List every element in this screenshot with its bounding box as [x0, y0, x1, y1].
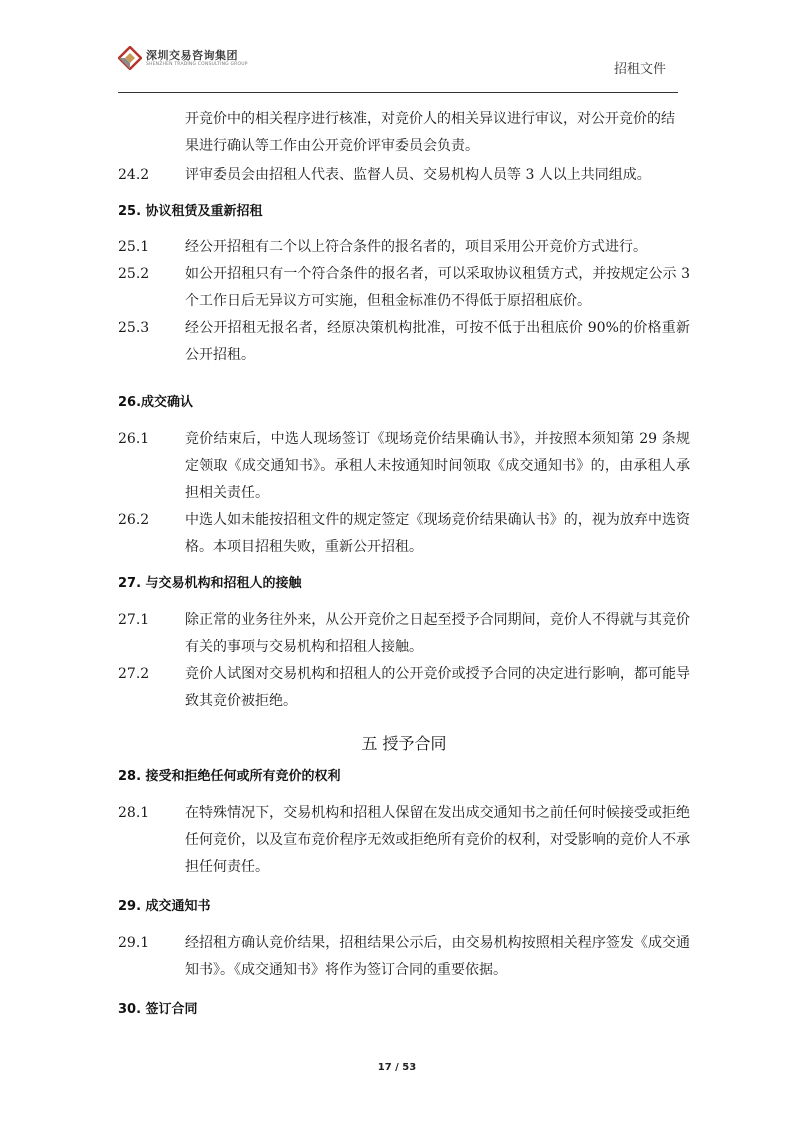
clause-number: 25.1: [118, 239, 150, 255]
clause-text: 经公开招租无报名者，经原决策机构批准，可按不低于出租底价 90%的价格重新公开招租。: [185, 320, 690, 363]
document-body: [118, 106, 690, 1023]
clause-27-2: [118, 661, 690, 715]
logo-mark-icon: [118, 46, 142, 70]
clause-text: 竞价结束后，中选人现场签订《现场竞价结果确认书》，并按照本须知第 29 条规定领取《成交通知书》。承租人未按通知时间领取《成交通知书》的，由承租人承担相关责任。: [185, 431, 690, 501]
clause-number: 28.1: [118, 805, 150, 821]
clause-29-1: [118, 930, 690, 984]
document-type-label: 招租文件: [613, 62, 666, 77]
clause-number: 29.1: [118, 935, 150, 951]
clause-number: 27.1: [118, 612, 150, 628]
page-header: [118, 42, 678, 94]
clause-27-1: [118, 607, 690, 661]
clause-28-1: [118, 800, 690, 881]
clause-24-1-continuation-2: [118, 133, 690, 160]
section-heading-30: 30. 签订合同: [118, 1002, 198, 1017]
clause-26-1: [118, 426, 690, 507]
clause-number: 27.2: [118, 666, 150, 682]
clause-25-2: [118, 261, 690, 315]
clause-number: 26.2: [118, 512, 150, 528]
page-number: 17 / 53: [377, 1062, 417, 1073]
clause-25-3: [118, 315, 690, 369]
clause-text: 在特殊情况下，交易机构和招租人保留在发出成交通知书之前任何时候接受或拒绝任何竞价，以及宣布竞价程序无效或拒绝所有竞价的权利，对受影响的竞价人不承担任何责任。: [185, 805, 690, 875]
clause-text: 中选人如未能按招租文件的规定签定《现场竞价结果确认书》的，视为放弃中选资格。本项目招租失败，重新公开招租。: [185, 512, 690, 555]
paragraph-text: 果进行确认等工作由公开竞价评审委员会负责。: [185, 138, 479, 154]
company-logo: [118, 46, 248, 70]
header-divider: [118, 92, 678, 93]
clause-text: 竞价人试图对交易机构和招租人的公开竞价或授予合同的决定进行影响，都可能导致其竞价被拒绝。: [185, 666, 690, 709]
clause-number: 25.2: [118, 266, 150, 282]
clause-26-2: [118, 507, 690, 561]
section-heading-27: 27. 与交易机构和招租人的接触: [118, 576, 302, 591]
section-heading-26: 26.成交确认: [118, 395, 194, 410]
clause-number: 26.1: [118, 431, 150, 447]
clause-text: 经公开招租有二个以上符合条件的报名者的，项目采用公开竞价方式进行。: [185, 239, 647, 255]
clause-24-2: [118, 162, 690, 189]
clause-number: 24.2: [118, 167, 150, 183]
section-heading-28: 28. 接受和拒绝任何或所有竞价的权利: [118, 769, 341, 784]
clause-text: 如公开招租只有一个符合条件的报名者，可以采取协议租赁方式，并按规定公示 3 个工作日后无异议方可实施，但租金标准仍不得低于原招租底价。: [185, 266, 690, 309]
chapter-heading-5: 五 授予合同: [361, 734, 447, 753]
logo-chinese-name: 深圳交易咨询集团: [146, 48, 238, 62]
section-heading-29: 29. 成交通知书: [118, 899, 211, 914]
clause-25-1: [118, 234, 690, 261]
clause-24-1-continuation: [118, 106, 690, 133]
clause-text: 除正常的业务往外来，从公开竞价之日起至授予合同期间，竞价人不得就与其竞价有关的事项与交易机构和招租人接触。: [185, 612, 690, 655]
paragraph-text: 开竞价中的相关程序进行核准，对竞价人的相关异议进行审议，对公开竞价的结: [185, 111, 675, 127]
clause-text: 经招租方确认竞价结果，招租结果公示后，由交易机构按照相关程序签发《成交通知书》。《成交通知书》将作为签订合同的重要依据。: [185, 935, 690, 978]
clause-number: 25.3: [118, 320, 150, 336]
logo-english-name: SHENZHEN TRADING CONSULTING GROUP: [146, 61, 248, 67]
section-heading-25: 25. 协议租赁及重新招租: [118, 204, 263, 219]
clause-text: 评审委员会由招租人代表、监督人员、交易机构人员等 3 人以上共同组成。: [185, 167, 651, 183]
